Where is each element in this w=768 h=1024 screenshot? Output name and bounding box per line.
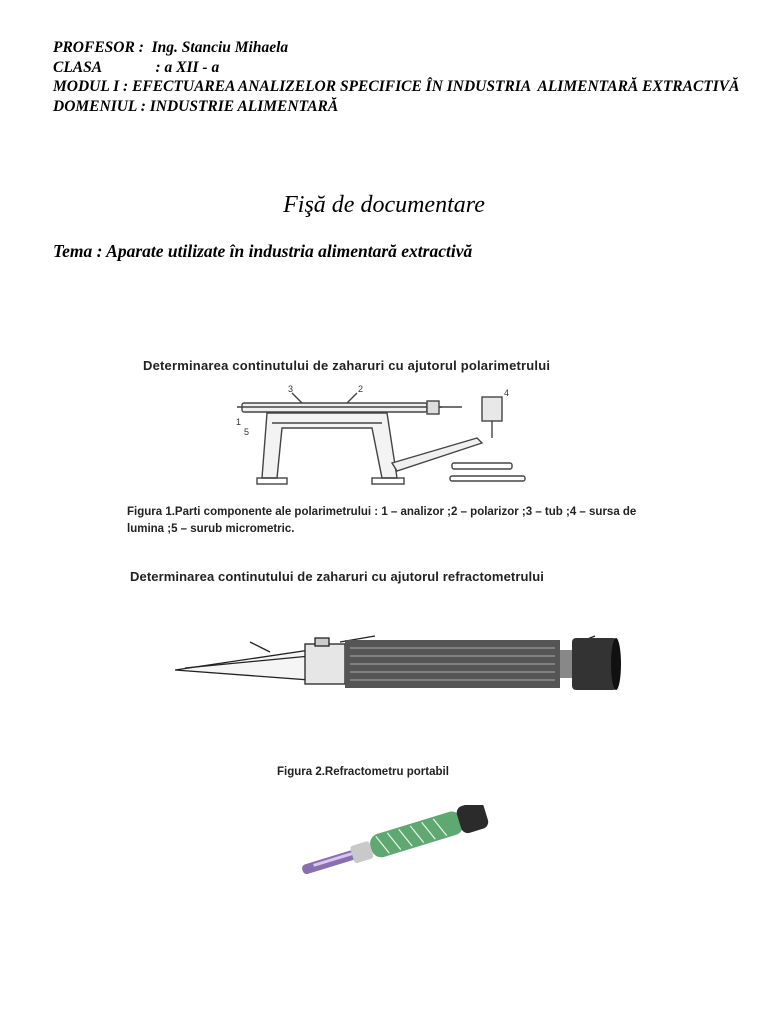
refractometer-photo — [290, 805, 500, 877]
page-title: Fişă de documentare — [283, 192, 485, 218]
modul-line: MODUL I : EFECTUAREA ANALIZELOR SPECIFICE ÎN INDUSTRIA ALIMENTARĂ EXTRACTIVĂ — [53, 78, 740, 95]
profesor-line: PROFESOR : Ing. Stanciu Mihaela — [53, 39, 289, 56]
figure1-label-1: 1 — [236, 417, 242, 427]
figure1-label-2: 2 — [358, 384, 364, 394]
polarimeter-figure — [232, 383, 532, 495]
section2-heading: Determinarea continutului de zaharuri cu ajutorul refractometrului — [130, 569, 545, 584]
tema-line: Tema : Aparate utilizate în industria alimentară extractivă — [53, 241, 473, 261]
figure1-caption: Figura 1.Parti componente ale polarimetrului : 1 – analizor ;2 – polarizor ;3 – tub ;4 – sursa de lumina ;5 – surub micrometric. — [127, 506, 637, 535]
figure1-label-3: 3 — [288, 384, 294, 394]
section1-heading: Determinarea continutului de zaharuri cu ajutorul polarimetrului — [143, 358, 551, 373]
refractometer-figure — [175, 624, 625, 704]
clasa-line: CLASA : a XII - a — [53, 58, 220, 76]
figure1-label-4: 4 — [504, 388, 510, 398]
figure2-caption: Figura 2.Refractometru portabil — [277, 766, 449, 778]
domeniul-line: DOMENIUL : INDUSTRIE ALIMENTARĂ — [53, 97, 339, 115]
document-header — [53, 38, 743, 116]
figure1-label-5: 5 — [244, 427, 250, 437]
